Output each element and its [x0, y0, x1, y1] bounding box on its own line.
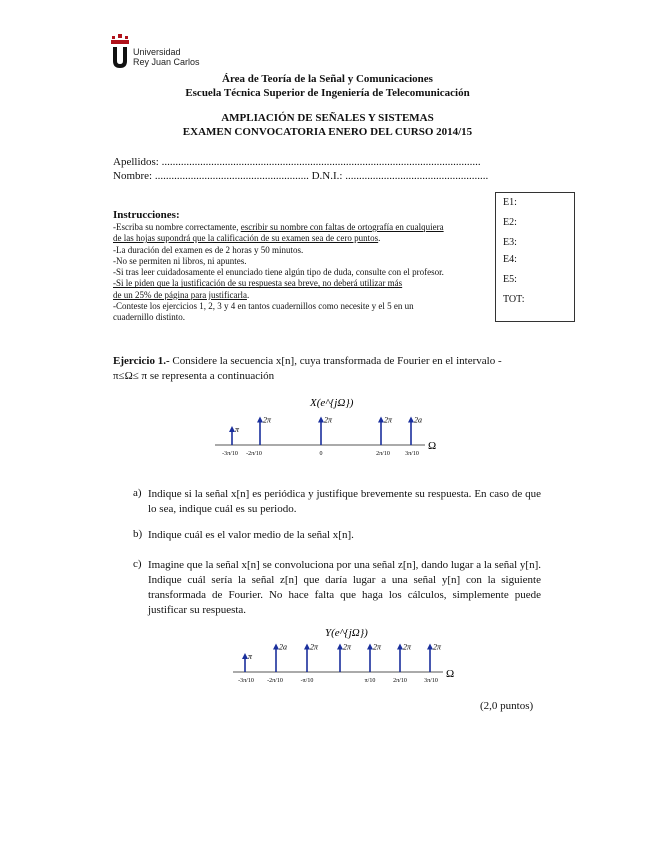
chart2-impulse-label-4: 2π [373, 642, 382, 652]
chart2-tick-3: π/10 [364, 678, 376, 684]
course-title: AMPLIACIÓN DE SEÑALES Y SISTEMAS [221, 112, 434, 124]
score-e2: E2: [503, 217, 517, 228]
chart1-impulse-label-3: 2π [384, 415, 393, 425]
item-c-text: Imagine que la señal x[n] se convoluciona por una señal z[n], dando lugar a la señal y[n]. Indique cuál sería la señal z[n] que daría lugar a una señal y[n] con la siguiente transformada de Fourier. No hace falta que haga los cálculos, simplemente puede justificar su respuesta. [148, 559, 541, 616]
chart2-title: Y(e^{jΩ}) [325, 627, 368, 639]
chart1-impulse-label-0: π [235, 425, 240, 434]
chart2-impulse-label-3: 2π [343, 642, 352, 652]
university-logo-icon [109, 34, 133, 70]
chart2-tick-1: -2π/10 [267, 678, 283, 684]
chart1-xlabel: Ω [428, 440, 437, 452]
score-total: TOT: [503, 294, 525, 305]
chart2-tick-2: -π/10 [300, 678, 314, 684]
exercise-intro: Ejercicio 1.- Considere la secuencia x[n], cuya transformada de Fourier en el intervalo - π≤Ω≤ π se representa a continuación [113, 355, 502, 382]
score-e5: E5: [503, 274, 517, 285]
chart1-impulse-label-1: 2π [263, 415, 272, 425]
chart2-impulse-label-1: 2a [279, 642, 287, 652]
instructions-title: Instrucciones: [113, 209, 180, 221]
chart1-tick-4: 3π/10 [405, 451, 419, 457]
school-title: Escuela Técnica Superior de Ingeniería de Telecomunicación [185, 87, 470, 99]
logo-wordmark: Universidad Rey Juan Carlos [133, 47, 200, 67]
chart2-impulse-label-6: 2π [433, 642, 442, 652]
chart2-tick-4: 2π/10 [393, 678, 407, 684]
chart2-tick-5: 3π/10 [424, 678, 438, 684]
exam-title: EXAMEN CONVOCATORIA ENERO DEL CURSO 2014/15 [182, 126, 473, 138]
chart1-title: X(e^{jΩ}) [310, 397, 354, 409]
points-label: (2,0 puntos) [480, 700, 534, 712]
chart1-impulse-label-2: 2π [324, 415, 333, 425]
chart2-impulse-label-2: 2π [310, 642, 319, 652]
score-box[interactable] [495, 192, 575, 322]
item-b-text: Indique cuál es el valor medio de la señal x[n]. [148, 529, 354, 541]
department-title: Área de Teoría de la Señal y Comunicaciones [222, 73, 433, 85]
chart2-impulse-label-5: 2π [403, 642, 412, 652]
chart2-impulse-label-0: π [248, 652, 253, 661]
item-a-text: Indique si la señal x[n] es periódica y justifique brevemente su respuesta. En caso de que lo sea, indique cuál es su periodo. [148, 488, 541, 515]
chart1-impulse-label-4: 2a [414, 415, 422, 425]
score-e1: E1: [503, 197, 517, 208]
item-c-letter: c) [133, 558, 142, 570]
chart2-xlabel: Ω [446, 668, 455, 680]
chart1-tick-1: -2π/10 [246, 451, 262, 457]
x-spectrum-chart [210, 392, 450, 462]
chart1-tick-3: 2π/10 [376, 451, 390, 457]
chart1-tick-2: 0 [319, 451, 323, 457]
item-a-letter: a) [133, 487, 142, 499]
score-e4: E4: [503, 254, 517, 265]
item-b-letter: b) [133, 528, 143, 540]
instructions-list: -Escriba su nombre correctamente, escribir su nombre con faltas de ortografía en cualquiera de las hojas supondrá que la calificación de su examen sea de cero puntos. -La duración del examen es de 2 horas y 50 minutos. -No se permiten ni libros, ni apuntes. -Si tras leer cuidadosamente el enunciado tiene algún tipo de duda, consulte con el profesor. -Si le piden que la justificación de su respuesta sea breve, no deberá utilizar más de un 25% de página para justificarla. -Conteste los ejercicios 1, 2, 3 y 4 en tantos cuadernillos como necesite y el 5 en un cuadernillo distinto. [113, 222, 444, 323]
apellidos-field[interactable]: Apellidos: .................................................................................................................... [113, 156, 481, 168]
nombre-dni-field[interactable]: Nombre: ........................................................ D.N.I.: .................................................... [113, 170, 489, 182]
y-spectrum-chart [228, 622, 468, 688]
chart1-tick-0: -3π/10 [222, 451, 238, 457]
chart2-tick-0: -3π/10 [238, 678, 254, 684]
score-e3: E3: [503, 237, 517, 248]
